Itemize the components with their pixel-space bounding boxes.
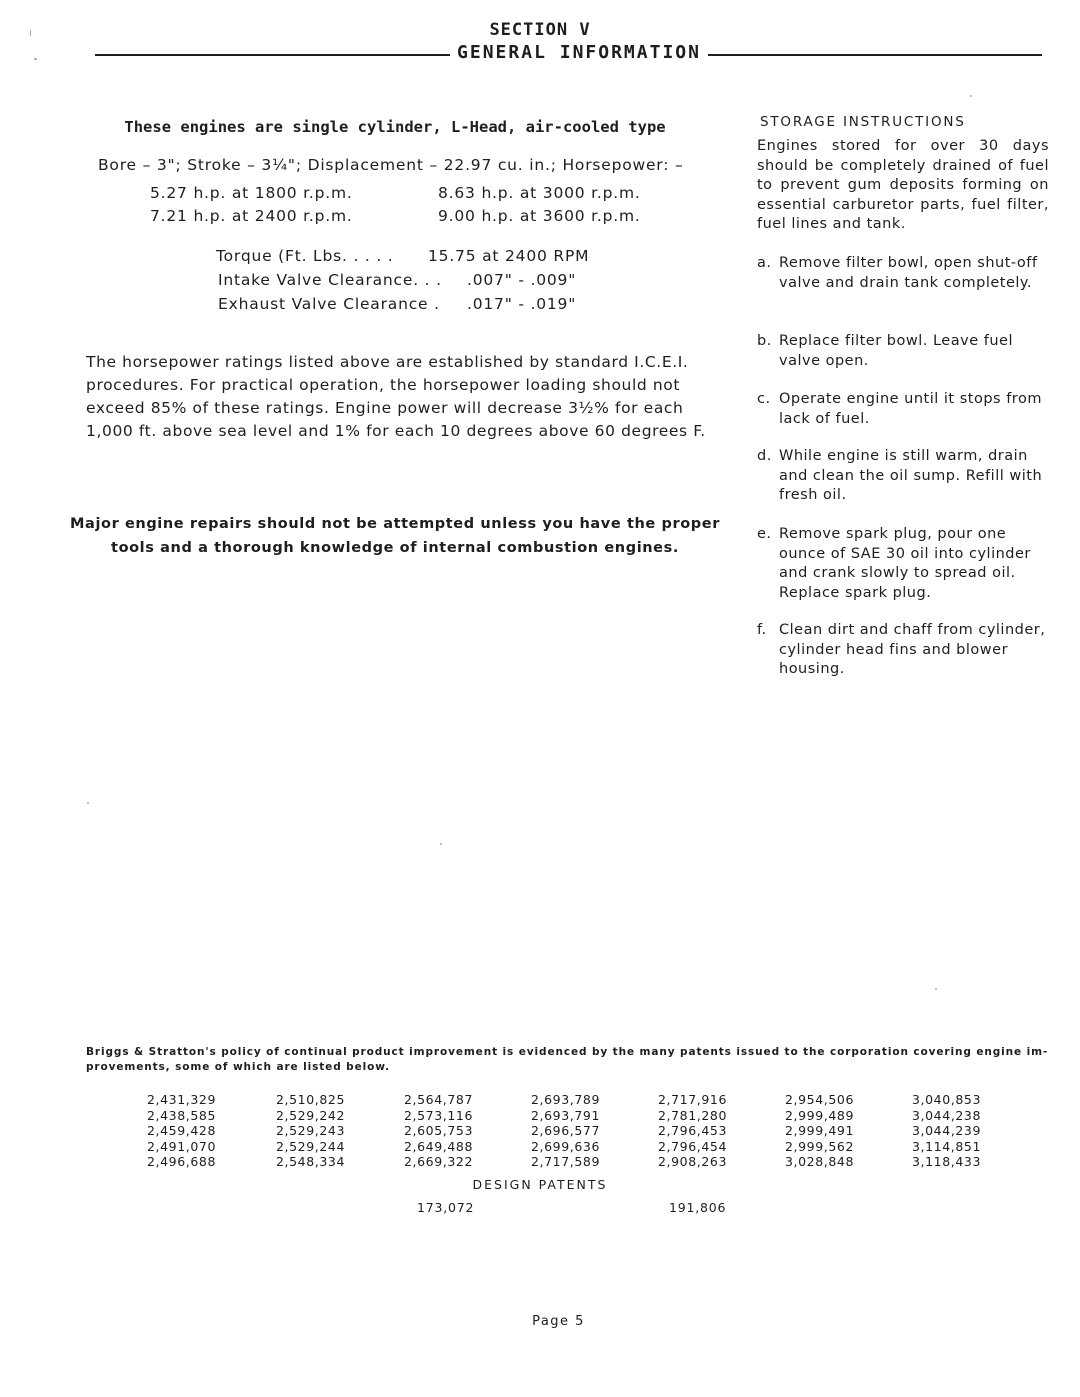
step-letter: f.: [757, 622, 767, 638]
horsepower-3600: 9.00 h.p. at 3600 r.p.m.: [438, 207, 641, 225]
section-label: SECTION V: [489, 20, 591, 40]
patent-column-5: [658, 1092, 748, 1170]
patent-number: 2,529,244: [276, 1138, 346, 1154]
design-patent-number: 173,072: [417, 1200, 475, 1215]
patent-number: 2,717,589: [531, 1154, 601, 1170]
patent-number: 2,693,791: [531, 1107, 601, 1123]
step-letter: e.: [757, 526, 772, 542]
patent-number: 2,717,916: [658, 1092, 728, 1107]
step-text: While engine is still warm, drain and clean the oil sump. Refill with fresh oil.: [779, 448, 1043, 503]
step-letter: b.: [757, 333, 772, 349]
patent-policy-text: [86, 1045, 1049, 1075]
patent-number: 2,781,280: [658, 1107, 728, 1123]
storage-step-c: [757, 390, 1049, 429]
patent-number: 2,999,489: [785, 1107, 855, 1123]
scan-speck: [935, 988, 937, 990]
step-letter: d.: [757, 448, 772, 464]
patent-number: 3,118,433: [912, 1154, 982, 1170]
patent-number: 3,044,238: [912, 1107, 982, 1123]
patent-column-4: [531, 1092, 621, 1170]
scan-speck: [30, 30, 31, 36]
storage-step-d: [757, 447, 1049, 506]
scan-speck: [34, 58, 37, 60]
patent-number: 3,028,848: [785, 1154, 855, 1170]
patent-column-6: [785, 1092, 875, 1170]
step-letter: a.: [757, 255, 772, 271]
step-letter: c.: [757, 391, 771, 407]
patent-number: 2,529,242: [276, 1107, 346, 1123]
policy-line: provements, some of which are listed below.: [86, 1061, 391, 1073]
patent-column-2: [276, 1092, 366, 1170]
patent-number: 2,564,787: [404, 1092, 474, 1107]
patent-number: 2,999,562: [785, 1138, 855, 1154]
intake-clearance-label: Intake Valve Clearance. . .: [218, 271, 442, 289]
patent-column-7: [912, 1092, 1002, 1170]
patent-number: 2,573,116: [404, 1107, 474, 1123]
policy-line: Briggs & Stratton's policy of continual product improvement is evidenced by the many patents issued to the corporation covering engine im-: [86, 1046, 1049, 1058]
storage-intro: Engines stored for over 30 days should be completely drained of fuel to prevent gum deposits forming on essential carburetor parts, fuel filter, fuel lines and tank.: [757, 138, 1049, 232]
patent-number: 2,796,453: [658, 1123, 728, 1139]
patent-number: 2,699,636: [531, 1138, 601, 1154]
patent-number: 2,649,488: [404, 1138, 474, 1154]
ratings-line: procedures. For practical operation, the horsepower loading should not: [86, 376, 681, 394]
torque-label: Torque (Ft. Lbs. . . . .: [216, 247, 394, 265]
design-patents-heading: DESIGN PATENTS: [472, 1177, 608, 1192]
patent-number: 2,693,789: [531, 1092, 601, 1107]
storage-step-f: [757, 621, 1049, 680]
engine-type-heading: These engines are single cylinder, L-Head, air-cooled type: [124, 118, 666, 136]
patent-column-3: [404, 1092, 494, 1170]
warning-line: tools and a thorough knowledge of internal combustion engines.: [111, 540, 679, 556]
patent-number: 2,548,334: [276, 1154, 346, 1170]
patent-number: 2,491,070: [147, 1138, 217, 1154]
bore-stroke-line: Bore – 3"; Stroke – 3¼"; Displacement – 22.97 cu. in.; Horsepower: –: [98, 156, 684, 174]
exhaust-clearance-value: .017" - .019": [467, 295, 577, 313]
patent-number: 2,605,753: [404, 1123, 474, 1139]
scan-speck: [440, 843, 442, 845]
scan-speck: [87, 802, 89, 804]
patent-number: 2,438,585: [147, 1107, 217, 1123]
storage-step-e: [757, 525, 1049, 603]
step-text: Operate engine until it stops from lack of fuel.: [779, 391, 1042, 427]
patent-number: 2,431,329: [147, 1092, 217, 1107]
patent-number: 2,908,263: [658, 1154, 728, 1170]
horsepower-3000: 8.63 h.p. at 3000 r.p.m.: [438, 184, 641, 202]
ratings-line: 1,000 ft. above sea level and 1% for each 10 degrees above 60 degrees F.: [86, 422, 706, 440]
header-rule-right: [704, 54, 1042, 56]
intake-clearance-value: .007" - .009": [467, 271, 577, 289]
page-number: Page 5: [532, 1314, 585, 1329]
ratings-line: exceed 85% of these ratings. Engine power will decrease 3½% for each: [86, 399, 684, 417]
horsepower-1800: 5.27 h.p. at 1800 r.p.m.: [150, 184, 353, 202]
warning-line: Major engine repairs should not be attempted unless you have the proper: [70, 516, 720, 532]
patent-number: 2,999,491: [785, 1123, 855, 1139]
patent-number: 2,796,454: [658, 1138, 728, 1154]
patent-number: 3,114,851: [912, 1138, 982, 1154]
step-text: Replace filter bowl. Leave fuel valve open.: [779, 333, 1013, 369]
step-text: Remove filter bowl, open shut-off valve and drain tank completely.: [779, 255, 1038, 291]
patent-number: 2,696,577: [531, 1123, 601, 1139]
header-rule-left: [95, 54, 455, 56]
ratings-line: The horsepower ratings listed above are established by standard I.C.E.I.: [86, 353, 689, 371]
storage-heading: STORAGE INSTRUCTIONS: [760, 114, 966, 130]
storage-step-a: [757, 254, 1049, 293]
scan-speck: [970, 95, 972, 97]
patent-column-1: [147, 1092, 237, 1170]
patent-number: 3,040,853: [912, 1092, 982, 1107]
step-text: Clean dirt and chaff from cylinder, cylinder head fins and blower housing.: [779, 622, 1046, 677]
exhaust-clearance-label: Exhaust Valve Clearance .: [218, 295, 440, 313]
patent-number: 2,954,506: [785, 1092, 855, 1107]
repair-warning: [70, 512, 720, 560]
patent-number: 2,496,688: [147, 1154, 217, 1170]
patent-number: 2,529,243: [276, 1123, 346, 1139]
torque-value: 15.75 at 2400 RPM: [428, 247, 590, 265]
storage-step-b: [757, 332, 1049, 371]
patent-number: 2,669,322: [404, 1154, 474, 1170]
horsepower-2400: 7.21 h.p. at 2400 r.p.m.: [150, 207, 353, 225]
step-text: Remove spark plug, pour one ounce of SAE 30 oil into cylinder and crank slowly to spread oil. Replace spark plug.: [779, 526, 1031, 601]
patent-number: 3,044,239: [912, 1123, 982, 1139]
design-patent-number: 191,806: [669, 1200, 727, 1215]
patent-number: 2,510,825: [276, 1092, 346, 1107]
section-title: GENERAL INFORMATION: [450, 42, 708, 63]
patent-number: 2,459,428: [147, 1123, 217, 1139]
ratings-paragraph: [86, 351, 726, 443]
